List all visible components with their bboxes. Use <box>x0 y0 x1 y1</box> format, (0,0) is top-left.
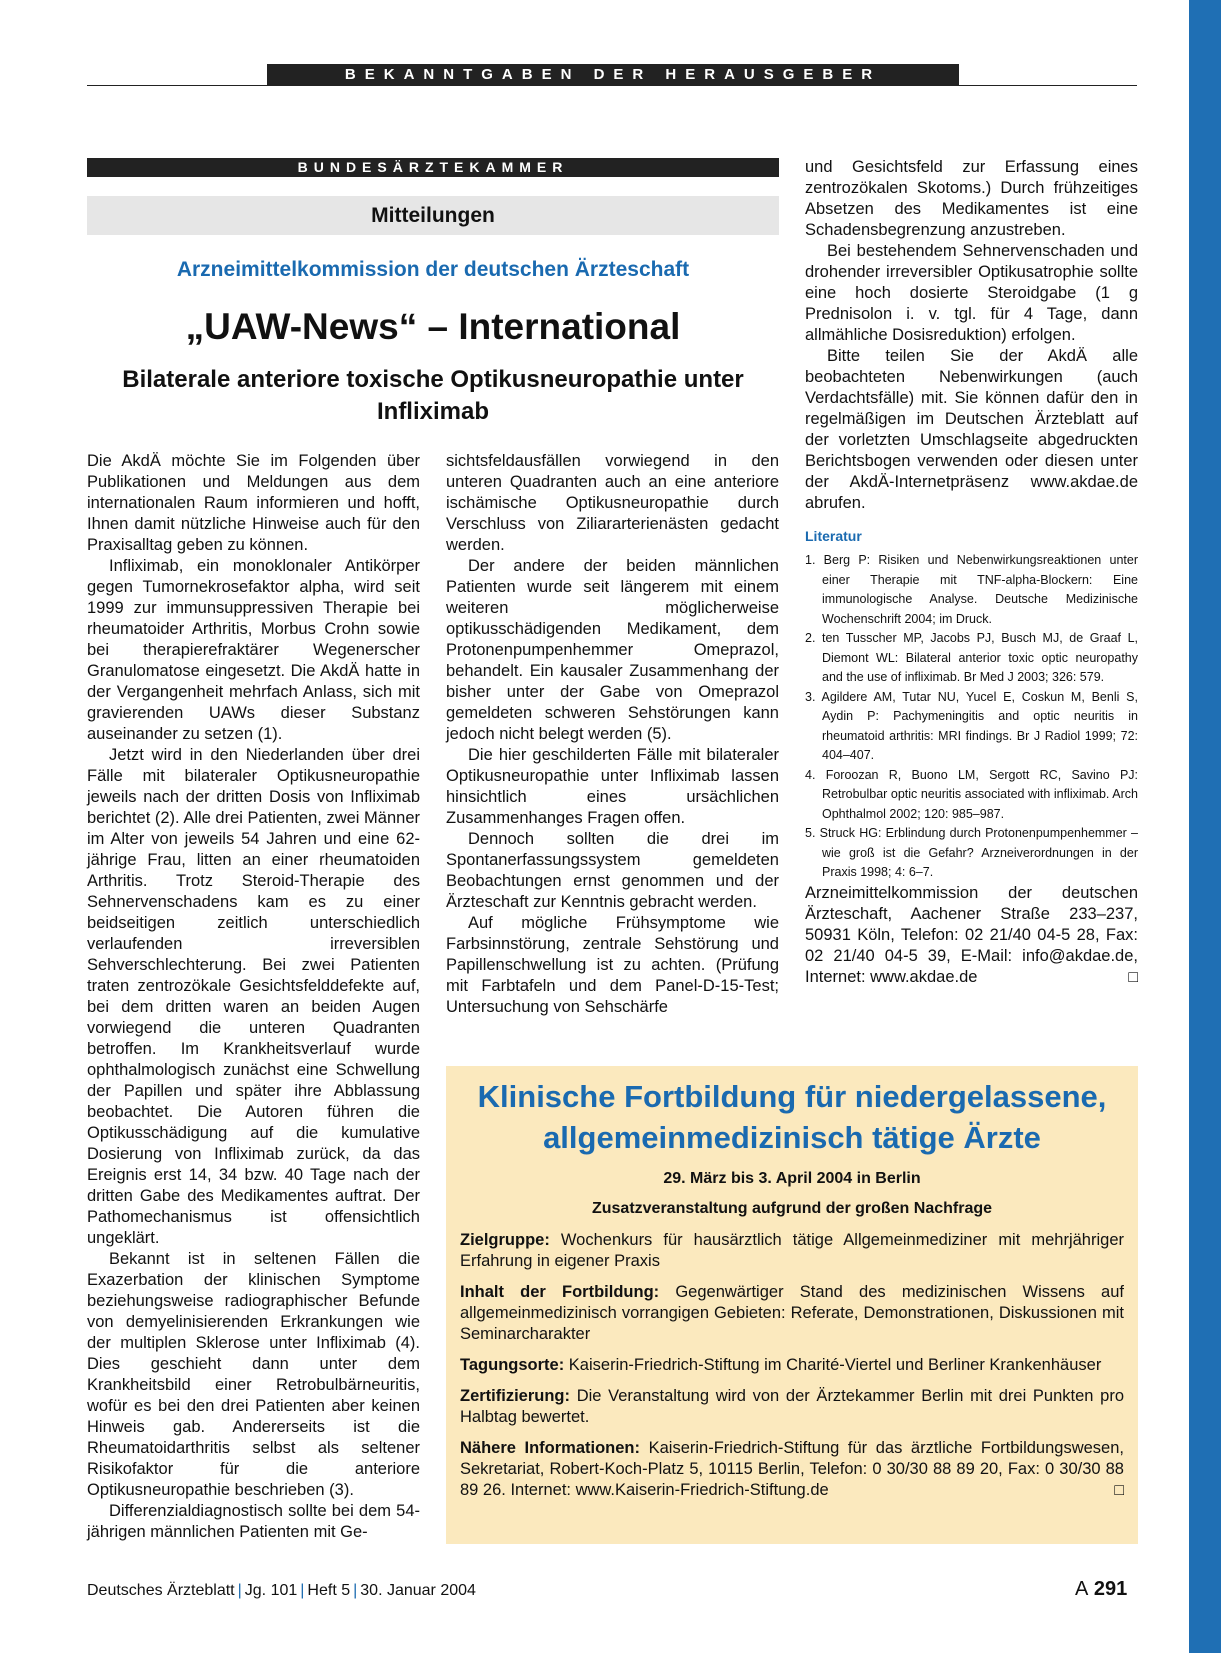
separator: | <box>300 1582 305 1599</box>
item-label: Zielgruppe: <box>460 1231 550 1249</box>
article-kicker: Arzneimittelkommission der deutschen Ärzteschaft <box>176 258 690 281</box>
separator: | <box>353 1582 358 1599</box>
header-band: BEKANNTGABEN DER HERAUSGEBER <box>267 64 959 86</box>
announcement-box <box>446 1066 1138 1544</box>
paragraph: Bei bestehendem Sehnervenschaden und drohender irreversibler Optikusatrophie sollte eine hoch dosierte Steroidgabe (1 g Prednisolon i. v. tgl. für 4 Tage, dann allmähliche Dosisreduktion) erfolgen. <box>805 242 1138 344</box>
paragraph: sichtsfeldausfällen vorwiegend in den unteren Quadranten auch an eine anteriore ischämische Optikusneuropathie durch Verschluss von Ziliararterienästen gedacht werden. <box>446 452 779 554</box>
right-edge-bar <box>1189 0 1221 1653</box>
paragraph: Die AkdÄ möchte Sie im Folgenden über Publikationen und Meldungen aus dem internationalen Raum informieren und hofft, Ihnen damit nützliche Hinweise auch für den Praxisalltag geben zu können. <box>87 452 420 554</box>
journal-name: Deutsches Ärzteblatt <box>87 1582 235 1599</box>
item-text: Gegenwärtiger Stand des medizinischen Wissens auf allgemeinmedizinisch vorrangigen Gebieten: Referate, Demonstrationen, Diskussionen mit Seminarcharakter <box>460 1283 1124 1343</box>
announcement-item <box>460 1386 1124 1428</box>
reference-item: 5. Struck HG: Erblindung durch Protonenpumpenhemmer – wie groß ist die Gefahr? Arzneiverordnungen in der Praxis 1998; 4: 6–7. <box>805 826 1138 879</box>
paragraph: Auf mögliche Frühsymptome wie Farbsinnstörung, zentrale Sehstörung und Papillenschwellung ist zu achten. (Prüfung mit Farbtafeln und dem Panel-D-15-Test; Untersuchung von Sehschärfe <box>446 914 779 1016</box>
journal-volume: Jg. 101 <box>244 1582 298 1599</box>
announcement-note: Zusatzveranstaltung aufgrund der großen Nachfrage <box>591 1200 993 1217</box>
paragraph: Bekannt ist in seltenen Fällen die Exazerbation der klinischen Symptome beziehungsweise radiographischer Befunde von demyelinisierenden Erkrankungen wie der multiplen Sklerose unter Infliximab (4). Dies geschieht dann unter dem Krankheitsbild einer Retrobulbärneuritis, wofür es bei den drei Patienten aber keinen Hinweis gab. Andererseits ist die Rheumatoidarthritis selbst als seltener Risikofaktor für die anteriore Optikusneuropathie beschrieben (3). <box>87 1250 420 1499</box>
paragraph: Infliximab, ein monoklonaler Antikörper gegen Tumornekrosefaktor alpha, wird seit 1999 zur immunsuppressiven Therapie bei rheumatoider Arthritis, Morbus Crohn sowie bei therapierefraktärer Wegenerscher Granulomatose eingesetzt. Die AkdÄ hatte in der Vergangenheit mehrfach Anlass, sich mit gravierenden UAWs dieser Substanz auseinander zu setzen (1). <box>87 557 420 743</box>
reference-item: 2. ten Tusscher MP, Jacobs PJ, Busch MJ, de Graaf L, Diemont WL: Bilateral anterior toxic optic neuropathy and the use of infliximab. Br Med J 2003; 326: 579. <box>805 631 1138 684</box>
reference-item: 1. Berg P: Risiken und Nebenwirkungsreaktionen unter einer Therapie mit TNF-alpha-Blockern: Eine immunologische Analyse. Deutsche Medizinische Wochenschrift 2004; im Druck. <box>805 553 1138 626</box>
journal-date: 30. Januar 2004 <box>360 1582 476 1599</box>
announcement-body <box>460 1230 1124 1511</box>
page-value: 291 <box>1093 1578 1128 1600</box>
section-subtitle: Mitteilungen <box>87 196 779 235</box>
paragraph: Jetzt wird in den Niederlanden über drei Fälle mit bilateraler Optikusneuropathie jeweils nach der dritten Dosis von Infliximab berichtet (2). Alle drei Patienten, zwei Männer im Alter von jeweils 54 Jahren und eine 62-jährige Frau, litten an einer rheumatoiden Arthritis. Trotz Steroid-Therapie des Sehnervenschadens kam es zu einer beidseitigen zeitlich unterschiedlich verlaufenden irreversiblen Sehverschlechterung. Bei zwei Patienten traten zentrozökale Gesichtsfelddefekte auf, bei dem dritten waren an beiden Augen vorwiegend die unteren Quadranten betroffen. Im Krankheitsverlauf wurde ophthalmologisch zunächst eine Schwellung der Papillen und später ihre Abblassung beobachtet. Die Autoren führen die Optikusschädigung auf die kumulative Dosierung von Infliximab zurück, da das Ereignis erst 14, 34 bzw. 40 Tage nach der dritten Gabe des Medikamentes auftrat. Der Pathomechanismus ist offensichtlich ungeklärt. <box>87 746 420 1247</box>
contact-address <box>805 883 1138 988</box>
announcement-item <box>460 1438 1124 1501</box>
separator: | <box>237 1582 242 1599</box>
section-band: BUNDESÄRZTEKAMMER <box>87 158 779 177</box>
item-label: Zertifizierung: <box>460 1387 570 1405</box>
item-label: Inhalt der Fortbildung: <box>460 1283 660 1301</box>
reference-list <box>805 551 1138 883</box>
article-column-3 <box>805 157 1138 988</box>
paragraph: Die hier geschilderten Fälle mit bilateraler Optikusneuropathie unter Infliximab lassen hinsichtlich eines ursächlichen Zusammenhanges Fragen offen. <box>446 746 779 827</box>
announcement-item <box>460 1230 1124 1272</box>
item-label: Nähere Informationen: <box>460 1439 641 1457</box>
paragraph: und Gesichtsfeld zur Erfassung eines zentrozökalen Skotoms.) Durch frühzeitiges Absetzen des Medikamentes ist eine Schadensbegrenzung anzustreben. <box>805 158 1138 239</box>
journal-issue: Heft 5 <box>307 1582 351 1599</box>
address-text: Arzneimittelkommission der deutschen Ärzteschaft, Aachener Straße 233–237, 50931 Köln, Telefon: 02 21/40 04-5 28, Fax: 02 21/40 04-5 39, E-Mail: info@akdae.de, Internet: www.akdae.de <box>805 883 1138 986</box>
item-label: Tagungsorte: <box>460 1356 565 1374</box>
paragraph: Bitte teilen Sie der AkdÄ alle beobachteten Nebenwirkungen (auch Verdachtsfälle) mit. Sie können dafür den in regelmäßigen im Deutschen Ärzteblatt auf der vorletzten Umschlagseite abgedruckten Berichtsbogen verwenden oder diesen unter der AkdÄ-Internetpräsenz www.akdae.de abrufen. <box>805 347 1138 512</box>
item-text: Die Veranstaltung wird von der Ärztekammer Berlin mit drei Punkten pro Halbtag bewertet. <box>460 1387 1124 1426</box>
article-subtitle: Bilaterale anteriore toxische Optikusneuropathie unter Infliximab <box>122 366 744 425</box>
reference-item: 4. Foroozan R, Buono LM, Sergott RC, Savino PJ: Retrobulbar optic neuritis associated with infliximab. Arch Ophthalmol 2002; 120: 985–987. <box>805 767 1138 821</box>
header-rule <box>87 85 1137 86</box>
item-text: Kaiserin-Friedrich-Stiftung im Charité-Viertel und Berliner Krankenhäuser <box>568 1356 1102 1374</box>
item-text: Wochenkurs für hausärztlich tätige Allgemeinmediziner mit mehrjähriger Erfahrung in eigener Praxis <box>460 1231 1124 1270</box>
announcement-title: Klinische Fortbildung für niedergelassene, allgemeinmedizinisch tätige Ärzte <box>477 1079 1107 1155</box>
article-title: „UAW-News“ – International <box>185 306 681 347</box>
reference-item: 3. Agildere AM, Tutar NU, Yucel E, Coskun M, Benli S, Aydin P: Pachymeningitis and optic neuritis in rheumatoid arthritis: MRI findings. Br J Radiol 1999; 72: 404–407. <box>805 689 1138 762</box>
article-column-1 <box>87 451 420 1543</box>
page-footer <box>87 1582 476 1600</box>
page-number <box>1075 1578 1127 1601</box>
item-text: Kaiserin-Friedrich-Stiftung für das ärztliche Fortbildungswesen, Sekretariat, Robert-Koch-Platz 5, 10115 Berlin, Telefon: 0 30/30 88 89 20, Fax: 0 30/30 88 89 26. Internet: www.Kaiserin-Friedrich-Stiftung.de <box>460 1439 1124 1499</box>
end-mark-icon: □ <box>1114 1482 1124 1499</box>
paragraph: Der andere der beiden männlichen Patienten wurde seit längerem mit einem weiteren möglicherweise optikusschädigenden Medikament, dem Protonenpumpenhemmer Omeprazol, behandelt. Ein kausaler Zusammenhang der bisher unter der Gabe von Omeprazol gemeldeten schweren Sehstörungen kann jedoch nicht belegt werden (5). <box>446 557 779 743</box>
article-column-2 <box>446 451 779 1018</box>
announcement-item <box>460 1355 1124 1376</box>
literature-heading: Literatur <box>805 528 862 544</box>
paragraph: Dennoch sollten die drei im Spontanerfassungssystem gemeldeten Beobachtungen ernst genommen und der Ärzteschaft zur Kenntnis gebracht werden. <box>446 830 779 911</box>
paragraph: Differenzialdiagnostisch sollte bei dem 54-jährigen männlichen Patienten mit Ge- <box>87 1502 420 1541</box>
page-prefix: A <box>1075 1578 1089 1600</box>
announcement-item <box>460 1282 1124 1345</box>
end-mark-icon: □ <box>1128 968 1138 986</box>
announcement-date: 29. März bis 3. April 2004 in Berlin <box>663 1170 921 1187</box>
